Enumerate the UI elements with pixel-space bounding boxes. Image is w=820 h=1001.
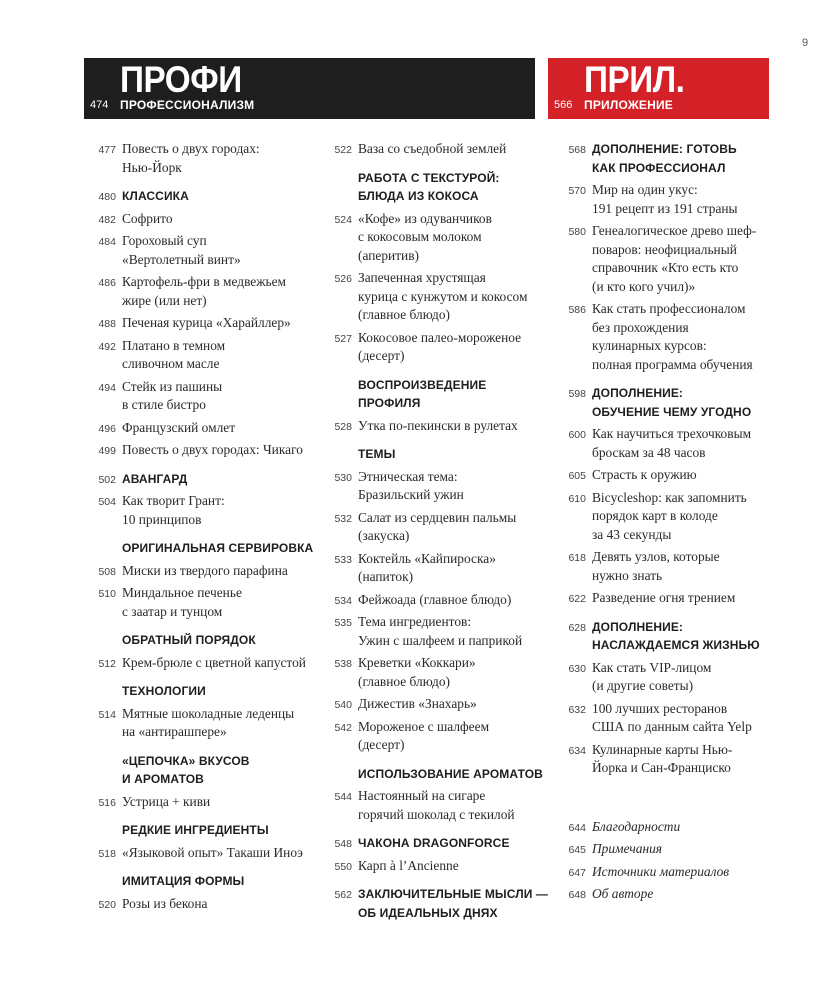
toc-entry-text: Об авторе [592,886,654,901]
toc-entry-text: Мятные шоколадные леденцы на «антирашпере» [122,705,295,739]
toc-page-number: 480 [98,191,116,203]
toc-page-number: 518 [98,847,116,860]
toc-entry-text: Розы из бекона [122,895,208,911]
toc-entry [320,654,550,691]
toc-entry [554,840,784,859]
toc-heading-text: РАБОТА С ТЕКСТУРОЙ: БЛЮДА ИЗ КОКОСА [358,170,500,203]
toc-section-heading [84,872,324,891]
toc-page-number: 520 [98,898,116,911]
toc-entry [554,548,784,585]
page-number: 9 [802,37,809,49]
toc-page-number: 535 [334,617,352,629]
toc-entry-text: «Кофе» из одуванчиков с кокосовым молоком (аперитив) [358,210,492,263]
toc-entry [554,700,784,737]
toc-entry [84,378,324,415]
toc-section-heading [320,885,550,922]
section-page-num-profi: 474 [90,99,109,111]
toc-entry [554,181,784,218]
toc-page-number: 580 [568,226,586,238]
toc-section-heading [84,682,324,701]
toc-heading-text: ИМИТАЦИЯ ФОРМЫ [122,874,245,888]
toc-page-number: 628 [568,621,586,634]
toc-page-number: 544 [334,791,352,803]
toc-entry-text: Мир на один укус: 191 рецепт из 191 страны [592,182,738,216]
toc-page-number: 530 [334,471,352,484]
section-title-pril: ПРИЛ. [584,59,685,100]
toc-entry-text: Платано в темном сливочном масле [122,337,226,371]
toc-page-number: 570 [568,185,586,197]
toc-page-number: 550 [334,860,352,873]
toc-page-number: 484 [98,236,116,248]
toc-section-heading [320,169,550,206]
toc-entry [320,718,550,755]
toc-page-number: 634 [568,744,586,757]
toc-page-number: 524 [334,213,352,226]
toc-entry [554,741,784,778]
toc-entry [320,509,550,546]
toc-entry-text: Крем-брюле с цветной капустой [122,654,306,670]
toc-heading-text: ОРИГИНАЛЬНАЯ СЕРВИРОВКА [122,541,314,555]
toc-entry [320,140,550,159]
toc-entry-text: Генеалогическое древо шеф- поваров: неофициальный справочник «Кто есть кто (и кто кого учил)» [592,223,757,294]
toc-page-number: 522 [334,144,352,156]
toc-page-number: 548 [334,838,352,850]
toc-heading-text: КЛАССИКА [122,189,189,203]
toc-entry-text: Повесть о двух городах: Нью-Йорк [122,141,260,175]
toc-entry [84,562,324,581]
toc-entry [84,705,324,742]
toc-entry-text: Кокосовое палео-мороженое (десерт) [358,329,522,363]
toc-page-number: 540 [334,699,352,711]
toc-entry [320,857,550,876]
toc-section-heading [84,470,324,489]
toc-section-heading [84,752,324,789]
toc-entry [320,329,550,366]
toc-page-number: 534 [334,594,352,607]
toc-page-number: 477 [98,144,116,156]
toc-entry-text: 100 лучших ресторанов США по данным сайта Yelp [592,700,752,734]
toc-heading-text: ДОПОЛНЕНИЕ: ОБУЧЕНИЕ ЧЕМУ УГОДНО [592,386,752,419]
toc-page-number: 488 [98,318,116,330]
toc-page-number: 504 [98,496,116,508]
toc-entry [84,895,324,914]
toc-heading-text: «ЦЕПОЧКА» ВКУСОВ И АРОМАТОВ [122,753,250,786]
toc-column-1 [84,140,324,917]
toc-section-heading [84,187,324,206]
toc-page-number: 486 [98,277,116,289]
toc-entry-text: Креветки «Коккари» (главное блюдо) [358,655,476,689]
toc-page-number: 542 [334,721,352,734]
toc-entry-text: Этническая тема: Бразильский ужин [358,468,464,502]
toc-entry [84,419,324,438]
toc-entry [84,584,324,621]
toc-entry-text: Благодарности [592,818,681,834]
toc-page-number: 499 [98,445,116,457]
toc-entry-text: Разведение огня трением [592,590,736,605]
toc-page-number: 510 [98,588,116,600]
toc-entry [554,489,784,545]
toc-entry [84,273,324,310]
toc-heading-text: ТЕМЫ [358,447,396,461]
toc-entry-text: Гороховый суп «Вертолетный винт» [122,233,241,267]
toc-entry [84,844,324,863]
toc-section-heading [320,834,550,853]
toc-page-number: 514 [98,708,116,721]
toc-entry [84,337,324,374]
toc-entry [320,591,550,610]
toc-entry-text: Повесть о двух городах: Чикаго [122,442,303,457]
toc-entry [84,140,324,177]
toc-section-heading [84,539,324,558]
toc-entry [554,818,784,837]
toc-page-number: 492 [98,340,116,353]
toc-section-heading [84,631,324,650]
toc-entry-text: Настоянный на сигаре горячий шоколад с текилой [358,788,515,822]
toc-page-number: 622 [568,593,586,605]
toc-heading-text: ВОСПРОИЗВЕДЕНИЕ ПРОФИЛЯ [358,377,487,410]
toc-entry-text: Кулинарные карты Нью- Йорка и Сан-Франциско [592,741,733,775]
toc-entry [320,468,550,505]
toc-entry-text: Картофель-фри в медвежьем жире (или нет) [122,274,287,308]
toc-page-number: 528 [334,420,352,433]
toc-page-number: 605 [568,470,586,482]
toc-page-number: 586 [568,304,586,316]
toc-entry [320,550,550,587]
toc-entry-text: Девять узлов, которые нужно знать [592,549,720,583]
toc-entry-text: Bicycleshop: как запомнить порядок карт в колоде за 43 секунды [592,489,747,542]
toc-entry [554,659,784,696]
section-page-num-pril: 566 [554,99,573,111]
toc-entry-text: Карп à l’Ancienne [358,857,459,873]
toc-page-number: 533 [334,553,352,566]
toc-section-heading [84,821,324,840]
section-header-profi [84,58,535,119]
toc-entry-text: Софрито [122,210,173,226]
toc-entry [84,441,324,460]
toc-entry-text: Как творит Грант: 10 принципов [122,493,225,527]
toc-entry [84,210,324,229]
section-subtitle-profi: ПРОФЕССИОНАЛИЗМ [120,98,255,112]
toc-entry-text: Как стать VIP-лицом (и другие советы) [592,659,712,693]
toc-page-number: 610 [568,492,586,505]
toc-entry-text: Французский омлет [122,419,236,435]
toc-section-heading [320,765,550,784]
section-title-profi: ПРОФИ [120,59,242,100]
toc-page-number: 508 [98,565,116,578]
toc-section-heading [554,384,784,421]
toc-entry-text: Фейжоада (главное блюдо) [358,591,512,607]
toc-entry-text: Коктейль «Кайпироска» (напиток) [358,550,496,584]
toc-entry-text: Источники материалов [592,863,730,879]
toc-page-number: 647 [568,866,586,879]
toc-page-number: 568 [568,144,586,156]
toc-page-number: 496 [98,422,116,435]
toc-column-2 [320,140,550,926]
toc-page-number: 618 [568,552,586,564]
section-header-pril [548,58,769,119]
toc-page-number: 532 [334,512,352,525]
toc-heading-text: АВАНГАРД [122,471,188,486]
toc-entry [320,787,550,824]
toc-heading-text: ЧАКОНА DRAGONFORCE [358,836,510,850]
toc-entry-text: Стейк из пашины в стиле бистро [122,378,223,412]
toc-page-number: 482 [98,213,116,226]
toc-page-number: 512 [98,657,116,670]
toc-page-number: 600 [568,429,586,441]
toc-entry-text: Печеная курица «Харайллер» [122,315,291,330]
toc-page-number: 632 [568,703,586,716]
toc-entry [84,492,324,529]
toc-heading-text: ИСПОЛЬЗОВАНИЕ АРОМАТОВ [358,766,543,781]
toc-section-heading [320,445,550,464]
toc-page-number: 494 [98,381,116,394]
toc-page-number: 644 [568,821,586,834]
toc-entry [554,222,784,296]
toc-entry-text: Примечания [592,841,663,856]
toc-entry [554,300,784,374]
toc-entry-text: Как стать профессионалом без прохождения кулинарных курсов: полная программа обучения [592,301,753,372]
toc-entry-text: Дижестив «Знахарь» [358,696,477,711]
toc-entry [554,589,784,608]
toc-heading-text: ДОПОЛНЕНИЕ: НАСЛАЖДАЕМСЯ ЖИЗНЬЮ [592,619,760,652]
toc-entry [320,613,550,650]
toc-page-number: 516 [98,796,116,809]
toc-entry-text: Мороженое с шалфеем (десерт) [358,718,490,752]
section-subtitle-pril: ПРИЛОЖЕНИЕ [584,98,673,112]
toc-entry-text: Страсть к оружию [592,467,697,482]
toc-section-heading [554,618,784,655]
toc-entry-text: Как научиться трехочковым броскам за 48 часов [592,426,752,460]
toc-section-heading [320,376,550,413]
toc-entry-text: Утка по-пекински в рулетах [358,417,518,433]
toc-entry-text: Миндальное печенье с заатар и тунцом [122,585,242,619]
toc-entry-text: Тема ингредиентов: Ужин с шалфеем и паприкой [358,614,523,648]
toc-entry [554,863,784,882]
toc-entry [84,314,324,333]
toc-entry [554,425,784,462]
toc-entry [320,210,550,266]
toc-page-number: 630 [568,662,586,675]
toc-heading-text: ТЕХНОЛОГИИ [122,684,206,698]
toc-page-number: 562 [334,889,352,901]
toc-entry-text: Устрица + киви [122,793,211,809]
toc-page-number: 526 [334,273,352,285]
toc-page-number: 645 [568,844,586,856]
toc-entry-text: Запеченная хрустящая курица с кунжутом и кокосом (главное блюдо) [358,270,528,322]
toc-heading-text: РЕДКИЕ ИНГРЕДИЕНТЫ [122,823,269,837]
toc-page-number: 538 [334,658,352,670]
toc-heading-text: ДОПОЛНЕНИЕ: ГОТОВЬ КАК ПРОФЕССИОНАЛ [592,142,737,175]
toc-entry [554,885,784,904]
toc-entry [320,417,550,436]
toc-page-number: 598 [568,388,586,400]
toc-entry-text: «Языковой опыт» Такаши Иноэ [122,844,303,860]
toc-entry [84,654,324,673]
toc-entry [84,232,324,269]
toc-entry [320,269,550,325]
toc-heading-text: ОБРАТНЫЙ ПОРЯДОК [122,633,256,647]
toc-entry [84,793,324,812]
toc-page-number: 502 [98,473,116,486]
toc-section-heading [554,140,784,177]
toc-page-number: 527 [334,332,352,345]
toc-entry-text: Ваза со съедобной землей [358,141,507,156]
toc-entry-text: Миски из твердого парафина [122,562,288,578]
toc-column-3 [554,140,784,908]
toc-page-number: 648 [568,889,586,901]
toc-heading-text: ЗАКЛЮЧИТЕЛЬНЫЕ МЫСЛИ — ОБ ИДЕАЛЬНЫХ ДНЯХ [358,887,549,920]
toc-entry-text: Салат из сердцевин пальмы (закуска) [358,509,517,543]
toc-entry [554,466,784,485]
toc-entry [320,695,550,714]
